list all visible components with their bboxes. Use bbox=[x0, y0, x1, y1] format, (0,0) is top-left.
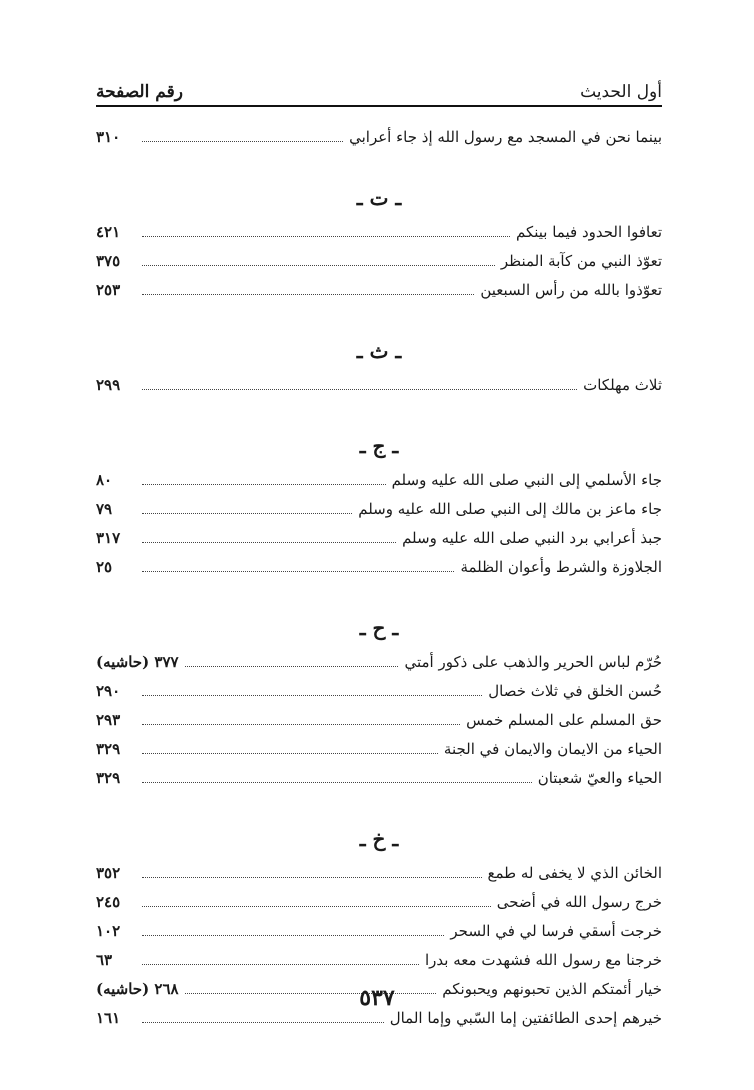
entry-page-number: ٢٩٣ bbox=[96, 711, 121, 729]
header-page-number-label: رقم الصفحة bbox=[96, 82, 183, 102]
entry-page-number: ٢٥ bbox=[96, 558, 113, 576]
hadith-text: تعافوا الحدود فيما بينكم bbox=[515, 223, 662, 241]
dot-leader bbox=[142, 513, 352, 514]
hadith-text: الخائن الذي لا يخفى له طمع bbox=[487, 864, 662, 882]
entry-page-number: ٢٦٨ (حاشيه) bbox=[96, 980, 179, 998]
index-entry bbox=[96, 242, 662, 271]
dot-leader bbox=[142, 1022, 384, 1023]
entry-page-number: ٦٣ bbox=[96, 951, 113, 969]
dot-leader bbox=[185, 666, 399, 667]
entry-page-number: ٣٥٢ bbox=[96, 864, 121, 882]
entry-page-number: ٧٩ bbox=[96, 500, 113, 518]
header-first-hadith: أول الحديث bbox=[580, 82, 662, 102]
index-entry bbox=[96, 519, 662, 548]
dot-leader bbox=[142, 782, 532, 783]
index-entry bbox=[96, 213, 662, 242]
dot-leader bbox=[142, 964, 419, 965]
hadith-text: حُرّم لباس الحرير والذهب على ذكور أمتي bbox=[404, 653, 662, 671]
hadith-text: خيار أئمتكم الذين تحبونهم ويحبونكم bbox=[442, 980, 662, 998]
dot-leader bbox=[142, 906, 491, 907]
page-header bbox=[96, 72, 662, 102]
index-entry bbox=[96, 759, 662, 788]
hadith-text: الجلاوزة والشرط وأعوان الظلمة bbox=[460, 558, 662, 576]
entry-page-number: ١٦١ bbox=[96, 1009, 121, 1027]
section-letter: ـ ج ـ bbox=[359, 434, 399, 458]
entry-page-number: ٤٢١ bbox=[96, 223, 121, 241]
index-entry bbox=[96, 271, 662, 300]
index-entry bbox=[96, 548, 662, 577]
dot-leader bbox=[142, 753, 438, 754]
hadith-text: جاء الأسلمي إلى النبي صلى الله عليه وسلم bbox=[391, 471, 662, 489]
dot-leader bbox=[142, 484, 386, 485]
index-entry bbox=[96, 118, 662, 147]
dot-leader bbox=[142, 542, 396, 543]
index-entry bbox=[96, 701, 662, 730]
hadith-text: الحياء من الايمان والايمان في الجنة bbox=[443, 740, 662, 758]
index-entry bbox=[96, 912, 662, 941]
dot-leader bbox=[142, 695, 482, 696]
header-rule bbox=[96, 105, 662, 107]
entry-page-number: ٢٩٠ bbox=[96, 682, 121, 700]
entry-page-number: ٣٧٥ bbox=[96, 252, 121, 270]
dot-leader bbox=[142, 294, 474, 295]
index-entry bbox=[96, 730, 662, 759]
entry-page-number: ٣٢٩ bbox=[96, 769, 121, 787]
entry-page-number: ١٠٢ bbox=[96, 922, 121, 940]
hadith-text: تعوّذوا بالله من رأس السبعين bbox=[480, 281, 662, 299]
entry-page-number: ٣٢٩ bbox=[96, 740, 121, 758]
dot-leader bbox=[142, 141, 343, 142]
section-letter: ـ ت ـ bbox=[356, 186, 402, 210]
entry-page-number: ٢٩٩ bbox=[96, 376, 121, 394]
entry-page-number: ٨٠ bbox=[96, 471, 113, 489]
hadith-text: حُسن الخلق في ثلاث خصال bbox=[488, 682, 662, 700]
index-entry bbox=[96, 643, 662, 672]
section-gap bbox=[96, 395, 662, 431]
hadith-text: حق المسلم على المسلم خمس bbox=[466, 711, 662, 729]
dot-leader bbox=[142, 935, 444, 936]
hadith-text: ثلاث مهلكات bbox=[583, 376, 662, 394]
section-letter: ـ ث ـ bbox=[356, 339, 402, 363]
index-entry bbox=[96, 461, 662, 490]
dot-leader bbox=[142, 265, 495, 266]
dot-leader bbox=[142, 724, 460, 725]
hadith-text: جاء ماعز بن مالك إلى النبي صلى الله عليه وسلم bbox=[358, 500, 662, 518]
index-entry bbox=[96, 854, 662, 883]
hadith-text: بينما نحن في المسجد مع رسول الله إذ جاء أعرابي bbox=[349, 128, 662, 146]
dot-leader bbox=[142, 389, 577, 390]
hadith-text: جبذ أعرابي برد النبي صلى الله عليه وسلم bbox=[402, 529, 662, 547]
index-entry bbox=[96, 366, 662, 395]
index-entry bbox=[96, 941, 662, 970]
section-gap bbox=[96, 300, 662, 336]
dot-leader bbox=[142, 571, 454, 572]
hadith-text: خرج رسول الله في أضحى bbox=[496, 893, 662, 911]
page-number: ٥٣٧ bbox=[359, 985, 395, 1011]
hadith-index bbox=[96, 118, 662, 1028]
hadith-text: خرجت أسقي فرسا لي في السحر bbox=[450, 922, 662, 940]
index-entry bbox=[96, 672, 662, 701]
index-entry bbox=[96, 883, 662, 912]
entry-page-number: ٢٤٥ bbox=[96, 893, 121, 911]
entry-page-number: ٣١٠ bbox=[96, 128, 121, 146]
entry-page-number: ٣١٧ bbox=[96, 529, 121, 547]
index-entry bbox=[96, 490, 662, 519]
section-letter: ـ خ ـ bbox=[359, 827, 399, 851]
entry-page-number: ٣٧٧ (حاشيه) bbox=[96, 653, 179, 671]
section-gap bbox=[96, 147, 662, 183]
hadith-text: خيرهم إحدى الطائفتين إما السّبي وإما المال bbox=[389, 1009, 662, 1027]
hadith-text: تعوّذ النبي من كآبة المنظر bbox=[500, 252, 662, 270]
section-gap bbox=[96, 788, 662, 824]
hadith-text: الحياء والعيّ شعبتان bbox=[537, 769, 662, 787]
hadith-text: خرجنا مع رسول الله فشهدت معه بدرا bbox=[425, 951, 662, 969]
dot-leader bbox=[142, 877, 482, 878]
section-letter: ـ ح ـ bbox=[359, 616, 399, 640]
section-gap bbox=[96, 577, 662, 613]
entry-page-number: ٢٥٣ bbox=[96, 281, 121, 299]
dot-leader bbox=[142, 236, 510, 237]
